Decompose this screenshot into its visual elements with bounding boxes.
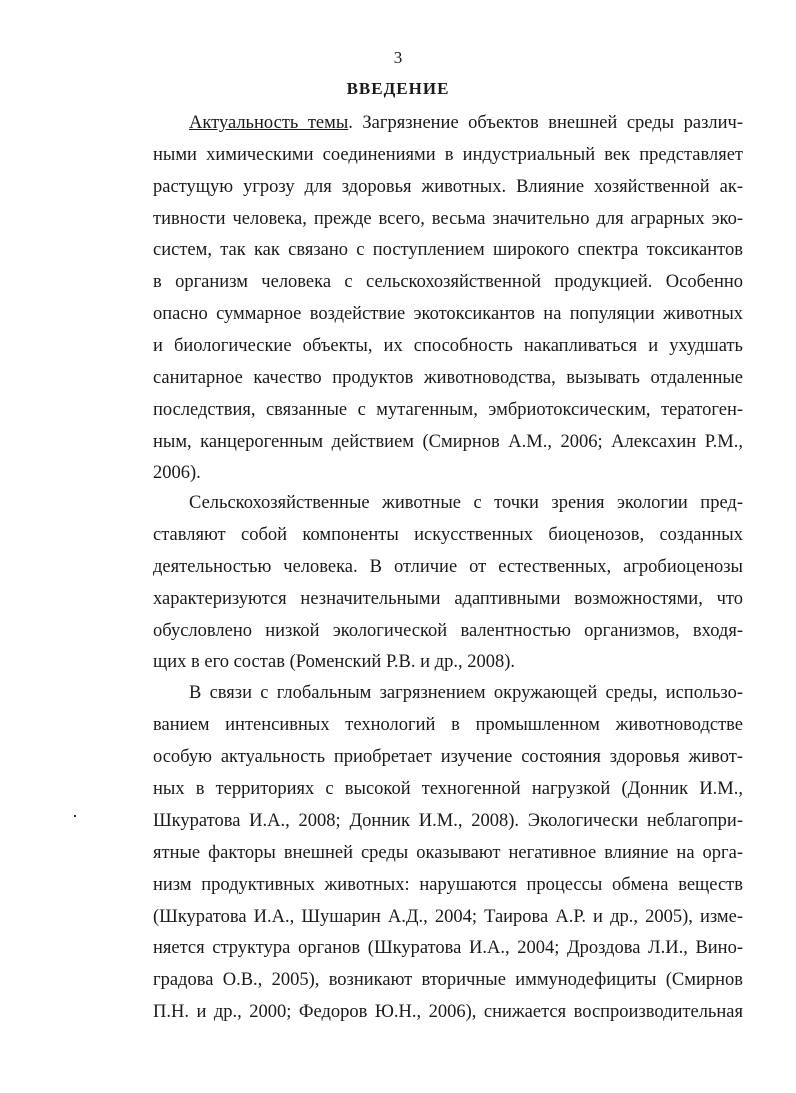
- paragraph-line: тивности человека, прежде всего, весьма значительно для аграрных эко-: [153, 209, 743, 229]
- paragraph-line: в организм человека с сельскохозяйственной продукцией. Особенно: [153, 272, 743, 292]
- paragraph-line: (Шкуратова И.А., Шушарин А.Д., 2004; Таирова А.Р. и др., 2005), изме-: [153, 907, 743, 927]
- paragraph-line: ятные факторы внешней среды оказывают негативное влияние на орга-: [153, 843, 743, 863]
- paragraph-line: систем, так как связано с поступлением широкого спектра токсикантов: [153, 240, 743, 260]
- paragraph-line: растущую угрозу для здоровья животных. Влияние хозяйственной ак-: [153, 177, 743, 197]
- paragraph-line: ных в территориях с высокой техногенной нагрузкой (Донник И.М.,: [153, 779, 743, 799]
- paragraph-line: санитарное качество продуктов животноводства, вызывать отдаленные: [153, 368, 743, 388]
- paragraph-line: П.Н. и др., 2000; Федоров Ю.Н., 2006), снижается воспроизводительная: [153, 1002, 743, 1022]
- page-number: 3: [393, 48, 403, 67]
- paragraph-line: низм продуктивных животных: нарушаются процессы обмена веществ: [153, 875, 743, 895]
- paragraph-line: Шкуратова И.А., 2008; Донник И.М., 2008). Экологически неблагопри-: [153, 811, 743, 831]
- topic-relevance-label: Актуальность темы: [189, 113, 349, 133]
- paragraph-line: градова О.В., 2005), возникают вторичные иммунодефициты (Смирнов: [153, 970, 743, 990]
- paragraph-line: Сельскохозяйственные животные с точки зрения экологии пред-: [189, 493, 743, 513]
- scan-speck: [74, 815, 76, 817]
- paragraph-line: Актуальность темы. Загрязнение объектов внешней среды различ-: [189, 113, 743, 133]
- paragraph-line: обусловлено низкой экологической валентностью организмов, входя-: [153, 621, 743, 641]
- paragraph-line: В связи с глобальным загрязнением окружающей среды, использо-: [189, 683, 743, 703]
- paragraph-line: и биологические объекты, их способность накапливаться и ухудшать: [153, 336, 743, 356]
- paragraph-line: ными химическими соединениями в индустриальный век представляет: [153, 145, 743, 165]
- paragraph-line: ставляют собой компоненты искусственных биоценозов, созданных: [153, 525, 743, 545]
- paragraph-line: ванием интенсивных технологий в промышленном животноводстве: [153, 715, 743, 735]
- paragraph-line: 2006).: [153, 463, 201, 483]
- paragraph-line: последствия, связанные с мутагенным, эмбриотоксическим, тератоген-: [153, 400, 743, 420]
- paragraph-line: ным, канцерогенным действием (Смирнов А.М., 2006; Алексахин Р.М.,: [153, 432, 743, 452]
- paragraph-line: опасно суммарное воздействие экотоксикантов на популяции животных: [153, 304, 743, 324]
- paragraph-line: характеризуются незначительными адаптивными возможностями, что: [153, 589, 743, 609]
- section-heading: ВВЕДЕНИЕ: [346, 79, 450, 98]
- paragraph-line: няется структура органов (Шкуратова И.А., 2004; Дроздова Л.И., Вино-: [153, 938, 743, 958]
- paragraph-line: щих в его состав (Роменский Р.В. и др., 2008).: [153, 652, 515, 672]
- paragraph-line: особую актуальность приобретает изучение состояния здоровья живот-: [153, 747, 743, 767]
- paragraph-line: деятельностью человека. В отличие от естественных, агробиоценозы: [153, 557, 743, 577]
